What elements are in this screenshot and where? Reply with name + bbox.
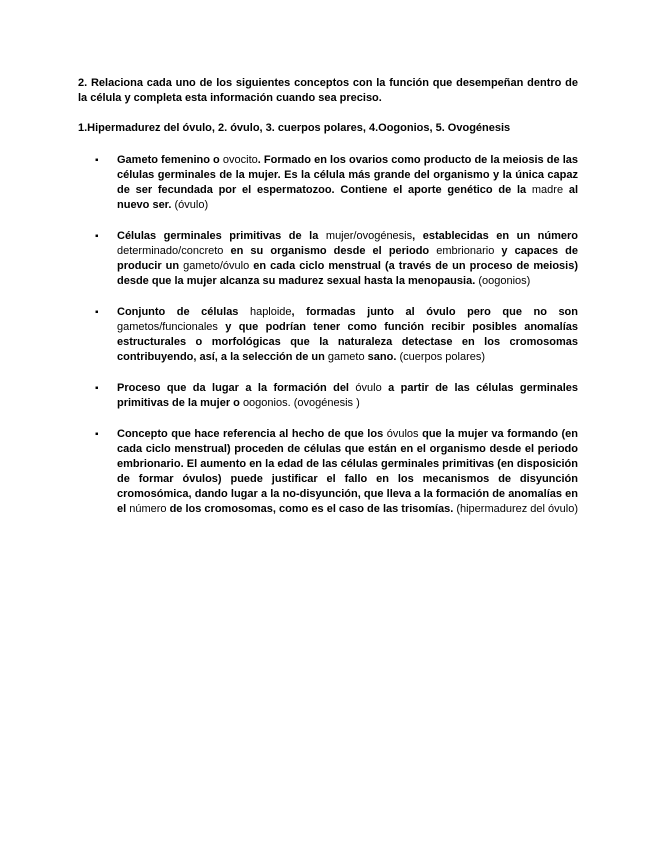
answer-segment: mujer/ovogénesis [325, 230, 413, 242]
text-segment: que la mujer va formando (en cada ciclo menstrual) proceden de células que están en el organismo desde el periodo embrionario. El aumento en la edad de las células germinales primitivas (en disposición de formar óvulos) puede justificar el fallo en los mecanismos de disyunción cromosómica, dando lugar a la no-disyunción, que lleva a la formación de anomalías en el [117, 428, 578, 515]
item-text [117, 153, 578, 213]
text-segment: Células germinales primitivas de la [117, 230, 326, 242]
bullet-icon: ▪ [95, 429, 99, 440]
answer-segment: óvulos [386, 428, 419, 440]
item-text [117, 229, 578, 289]
item-text [117, 305, 578, 365]
answer-segment: óvulo [355, 382, 382, 394]
text-segment: en su organismo desde el periodo [223, 245, 437, 257]
text-segment: sano. [364, 351, 397, 363]
text-segment: Gameto femenino o [117, 154, 223, 166]
document-page [78, 76, 578, 533]
text-segment: . Formado en los ovarios como producto de la meiosis de las células germinales de la mujer. Es la célula más grande del organismo y la única capaz de ser fecundada por el espermatozoo. Contiene el aporte genético de la [117, 154, 578, 196]
concepts-list: 1.Hipermadurez del óvulo, 2. óvulo, 3. cuerpos polares, 4.Oogonios, 5. Ovogénesis [78, 122, 511, 134]
text-segment: al nuevo ser. [117, 184, 578, 211]
answer-label: (hipermadurez del óvulo) [453, 503, 578, 515]
list-item [95, 427, 578, 517]
list-item [95, 229, 579, 289]
bullet-icon: ▪ [95, 155, 99, 166]
answer-segment: madre [531, 184, 564, 196]
text-segment: , formadas junto al óvulo pero que no son [291, 306, 578, 318]
bullet-icon: ▪ [95, 383, 99, 394]
answer-segment: gameto [327, 351, 365, 363]
list-item [95, 153, 578, 213]
text-segment: y capaces de producir un [117, 245, 578, 272]
answer-segment: ovocito [222, 154, 258, 166]
answer-segment: gametos/funcionales [117, 321, 218, 333]
exercise-title: 2. Relaciona cada uno de los siguientes conceptos con la función que desempeñan dentro de la célula y completa esta información cuando sea preciso. [78, 77, 578, 104]
answer-label: (oogonios) [475, 275, 531, 287]
answer-segment: oogonios [242, 397, 288, 409]
list-item [95, 305, 578, 365]
text-segment: de los cromosomas, como es el caso de las trisomías. [166, 503, 454, 515]
item-text [117, 381, 578, 411]
answer-label: (cuerpos polares) [396, 351, 486, 363]
text-segment: , establecidas en un número [412, 230, 579, 242]
text-segment: Conjunto de células [117, 306, 250, 318]
answer-segment: determinado/concreto [117, 245, 224, 257]
answer-segment: embrionario [436, 245, 495, 257]
answer-segment: gameto/óvulo [183, 260, 250, 272]
text-segment: a partir de las células germinales primitivas de la mujer o [117, 382, 578, 409]
text-segment: y que podrían tener como función recibir posibles anomalías estructurales o morfológicas que la naturaleza detectase en los cromosomas contribuyendo, así, a la selección de un [117, 321, 578, 363]
text-segment: Concepto que hace referencia al hecho de que los [117, 428, 387, 440]
bullet-icon: ▪ [95, 231, 99, 242]
answer-label: . (ovogénesis ) [287, 397, 360, 409]
definitions-list [78, 153, 578, 517]
answer-label: (óvulo) [171, 199, 209, 211]
item-text [117, 427, 578, 517]
bullet-icon: ▪ [95, 307, 99, 318]
list-item [95, 381, 578, 411]
text-segment: Proceso que da lugar a la formación del [117, 382, 356, 394]
answer-segment: haploide [249, 306, 292, 318]
text-segment: en cada ciclo menstrual (a través de un proceso de meiosis) desde que la mujer alcanza su madurez sexual hasta la menopausia. [117, 260, 578, 287]
answer-segment: número [129, 503, 167, 515]
